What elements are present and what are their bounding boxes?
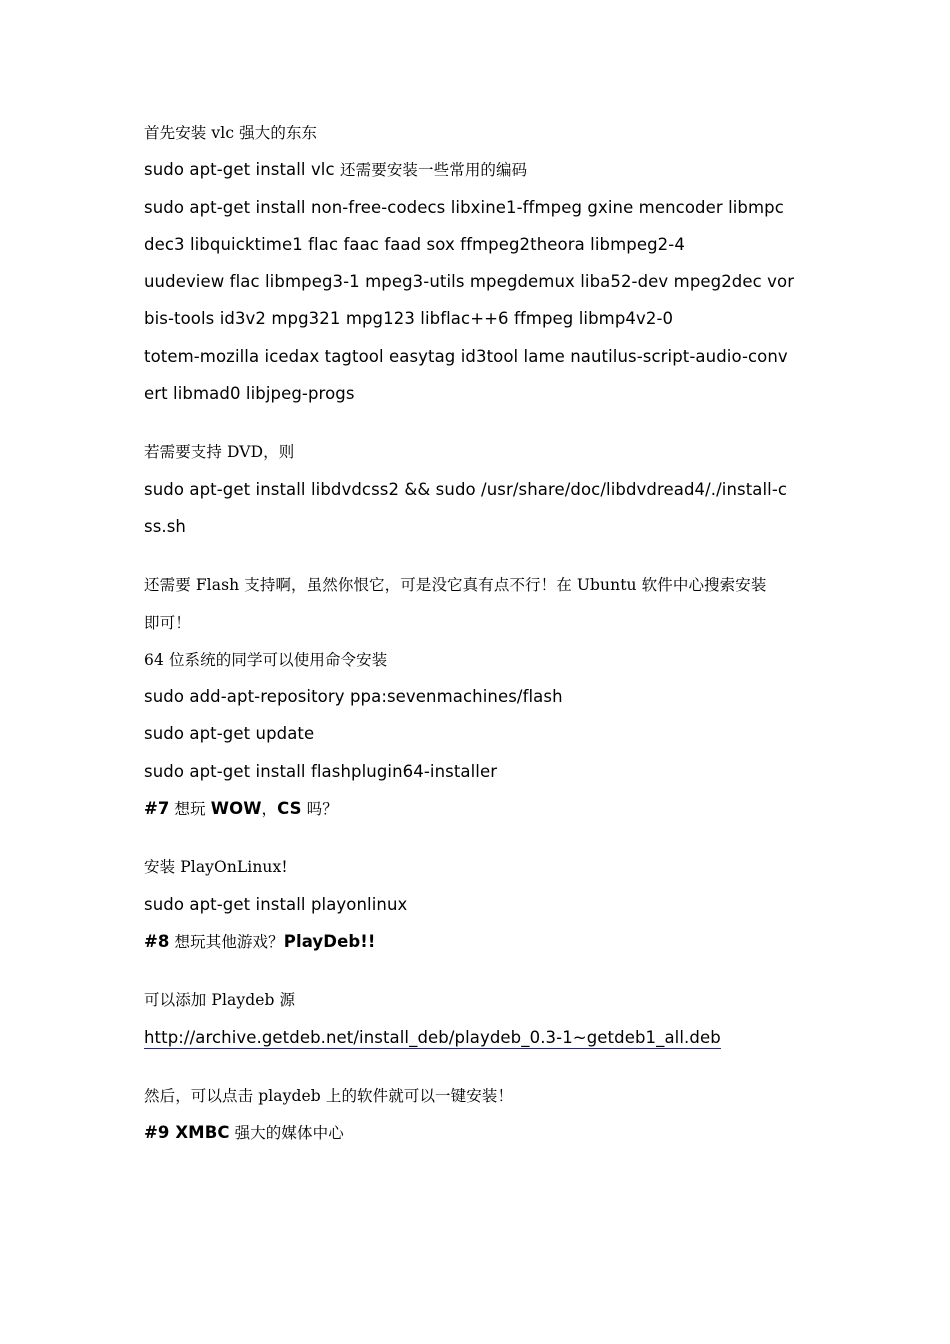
dvd-intro-line: 若需要支持 DVD，则: [144, 443, 295, 462]
section-7-end: 吗？: [301, 800, 338, 819]
flash-64bit-note: 64 位系统的同学可以使用命令安装: [144, 650, 388, 669]
section-7-heading: [144, 796, 814, 833]
flash-intro-line-1: 还需要 Flash 支持啊，虽然你恨它，可是没它真有点不行！在 Ubuntu 软件中心搜索安装: [144, 576, 767, 595]
section-7-separator: ，: [261, 800, 278, 819]
section-7-wow: WOW: [210, 799, 262, 819]
codecs-command-line-2: dec3 libquicktime1 flac faac faad sox ffmpeg2theora libmpeg2-4: [144, 234, 685, 254]
codecs-command-line-3: uudeview flac libmpeg3-1 mpeg3-utils mpegdemux liba52-dev mpeg2dec vor: [144, 272, 795, 292]
section-7-text: 想玩: [169, 800, 211, 819]
section-9-heading: [144, 1120, 814, 1157]
flash-command-2: sudo apt-get update: [144, 724, 315, 744]
section-8-number: #8: [144, 931, 170, 951]
codecs-command-line-6: ert libmad0 libjpeg-progs: [144, 384, 355, 404]
playonlinux-command: sudo apt-get install playonlinux: [144, 894, 408, 914]
dvd-command-line-1: sudo apt-get install libdvdcss2 && sudo /usr/share/doc/libdvdread4/./install-c: [144, 479, 788, 499]
vlc-intro-line: 首先安装 vlc 强大的东东: [144, 124, 318, 142]
playdeb-intro-line: 可以添加 Playdeb 源: [144, 991, 296, 1010]
flash-intro-line-2: 即可！: [144, 613, 191, 632]
section-8-heading: [144, 929, 814, 966]
section-8-text: 想玩其他游戏？: [169, 932, 284, 951]
playdeb-link[interactable]: http://archive.getdeb.net/install_deb/playdeb_0.3-1~getdeb1_all.deb: [144, 1027, 721, 1047]
section-7-number: #7: [144, 799, 170, 819]
vlc-install-command: sudo apt-get install vlc: [144, 160, 341, 180]
playdeb-link-line: [144, 1025, 814, 1062]
flash-command-3: sudo apt-get install flashplugin64-installer: [144, 761, 498, 781]
dvd-command-line-2: ss.sh: [144, 516, 186, 536]
codecs-command-line-1: sudo apt-get install non-free-codecs libxine1-ffmpeg gxine mencoder libmpc: [144, 197, 784, 217]
codecs-note: 还需要安装一些常用的编码: [340, 161, 528, 180]
section-8-playdeb: PlayDeb!!: [283, 931, 376, 951]
playdeb-install-note: 然后，可以点击 playdeb 上的软件就可以一键安装！: [144, 1086, 514, 1105]
codecs-command-line-4: bis-tools id3v2 mpg321 mpg123 libflac++6 ffmpeg libmp4v2-0: [144, 309, 674, 329]
flash-command-1: sudo add-apt-repository ppa:sevenmachines/flash: [144, 687, 563, 707]
section-9-title: #9 XMBC: [144, 1123, 230, 1143]
section-9-text: 强大的媒体中心: [229, 1124, 344, 1143]
codecs-command-line-5: totem-mozilla icedax tagtool easytag id3tool lame nautilus-script-audio-conv: [144, 346, 788, 366]
document-body: [144, 120, 814, 1157]
playonlinux-intro-line: 安装 PlayOnLinux!: [144, 858, 288, 877]
vlc-install-line: [144, 157, 814, 194]
section-7-cs: CS: [277, 799, 302, 819]
